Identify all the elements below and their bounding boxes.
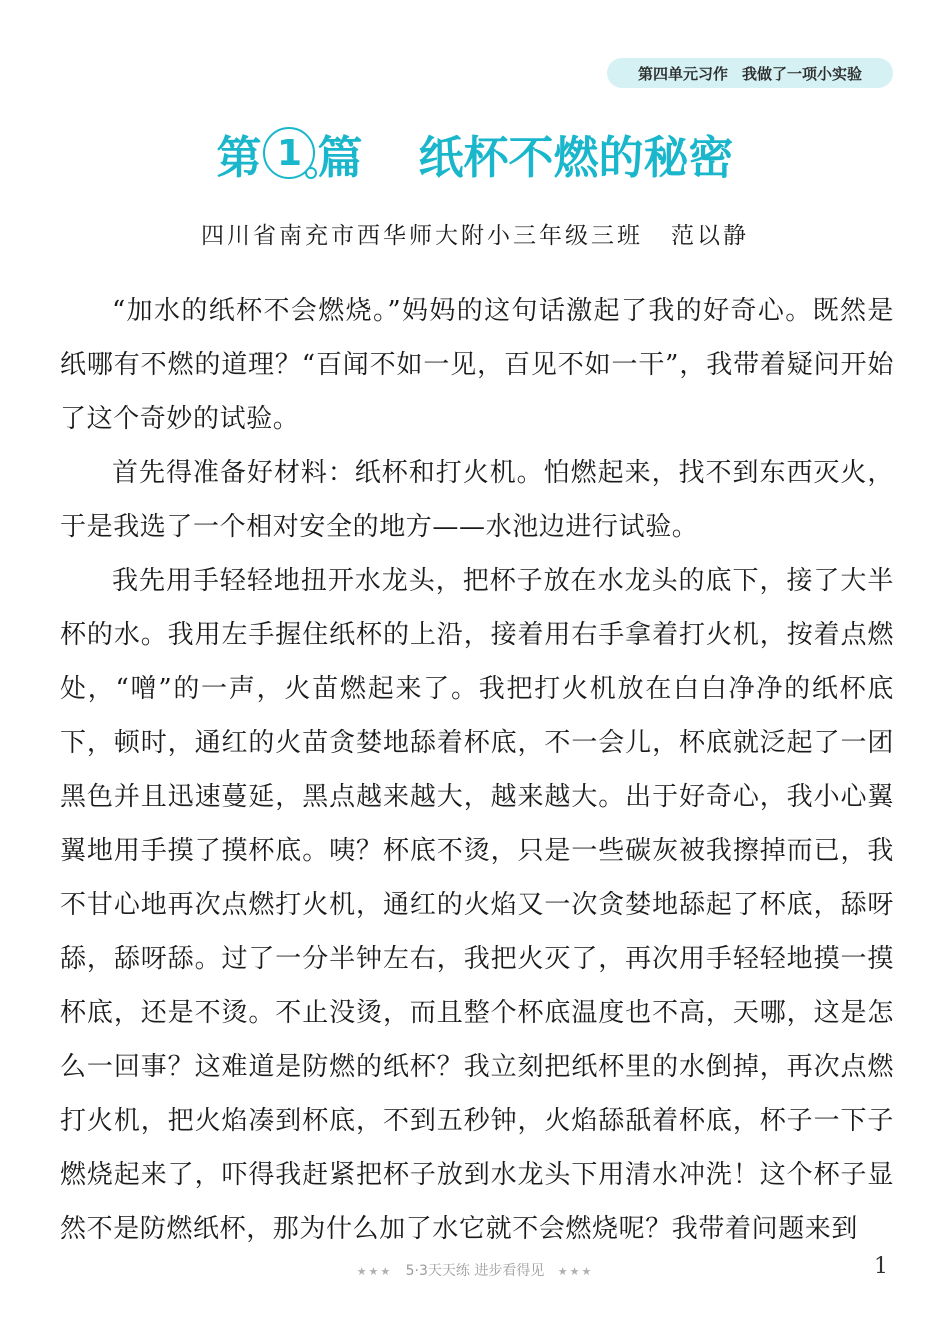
essay-number-circle xyxy=(263,127,315,179)
paragraph-3: 我先用手轻轻地扭开水龙头，把杯子放在水龙头的底下，接了大半杯的水。我用左手握住纸杯的上沿，接着用右手拿着打火机，按着点燃处，“噌”的一声，火苗燃起来了。我把打火机放在白白净净的纸杯底下，顿时，通红的火苗贪婪地舔着杯底，不一会儿，杯底就泛起了一团黑色并且迅速蔓延，黑点越来越大，越来越大。出于好奇心，我小心翼翼地用手摸了摸杯底。咦？杯底不烫，只是一些碳灰被我擦掉而已，我不甘心地再次点燃打火机，通红的火焰又一次贪婪地舔起了杯底，舔呀舔，舔呀舔。过了一分半钟左右，我把火灭了，再次用手轻轻地摸一摸杯底，还是不烫。不止没烫，而且整个杯底温度也不高，天哪，这是怎么一回事？这难道是防燃的纸杯？我立刻把纸杯里的水倒掉，再次点燃打火机，把火焰凑到杯底，不到五秒钟，火焰舔舐着杯底，杯子一下子燃烧起来了，吓得我赶紧把杯子放到水龙头下用清水冲洗！这个杯子显然不是防燃纸杯，那为什么加了水它就不会燃烧呢？我带着问题来到 xyxy=(60,566,894,1244)
paragraph-1: “加水的纸杯不会燃烧。”妈妈的这句话激起了我的好奇心。既然是纸哪有不燃的道理？“百闻不如一见，百见不如一干”，我带着疑问开始了这个奇妙的试验。 xyxy=(60,296,894,434)
footer-stars-right: ★★★ xyxy=(557,1265,594,1278)
essay-title xyxy=(0,118,950,188)
page-number: 1 xyxy=(874,1254,888,1279)
page-footer xyxy=(0,1260,950,1280)
circle-dot-decoration xyxy=(305,167,317,179)
title-prefix: 第 xyxy=(216,130,262,184)
author-line xyxy=(0,217,950,250)
title-suffix: 篇 xyxy=(317,130,363,184)
unit-header-badge xyxy=(607,58,893,88)
title-text: 纸杯不燃的秘密 xyxy=(418,130,734,184)
unit-label: 第四单元习作 xyxy=(637,64,728,83)
author-name: 范以静 xyxy=(671,223,749,249)
author-school: 四川省南充市西华师大附小三年级三班 xyxy=(201,223,643,249)
essay-body xyxy=(60,284,894,1256)
essay-number: 1 xyxy=(276,132,303,174)
footer-slogan: 5·3天天练 进步看得见 xyxy=(405,1263,545,1279)
unit-topic: 我做了一项小实验 xyxy=(742,64,863,83)
footer-stars-left: ★★★ xyxy=(356,1265,393,1278)
paragraph-2: 首先得准备好材料：纸杯和打火机。怕燃起来，找不到东西灭火，于是我选了一个相对安全的地方——水池边进行试验。 xyxy=(60,458,894,542)
